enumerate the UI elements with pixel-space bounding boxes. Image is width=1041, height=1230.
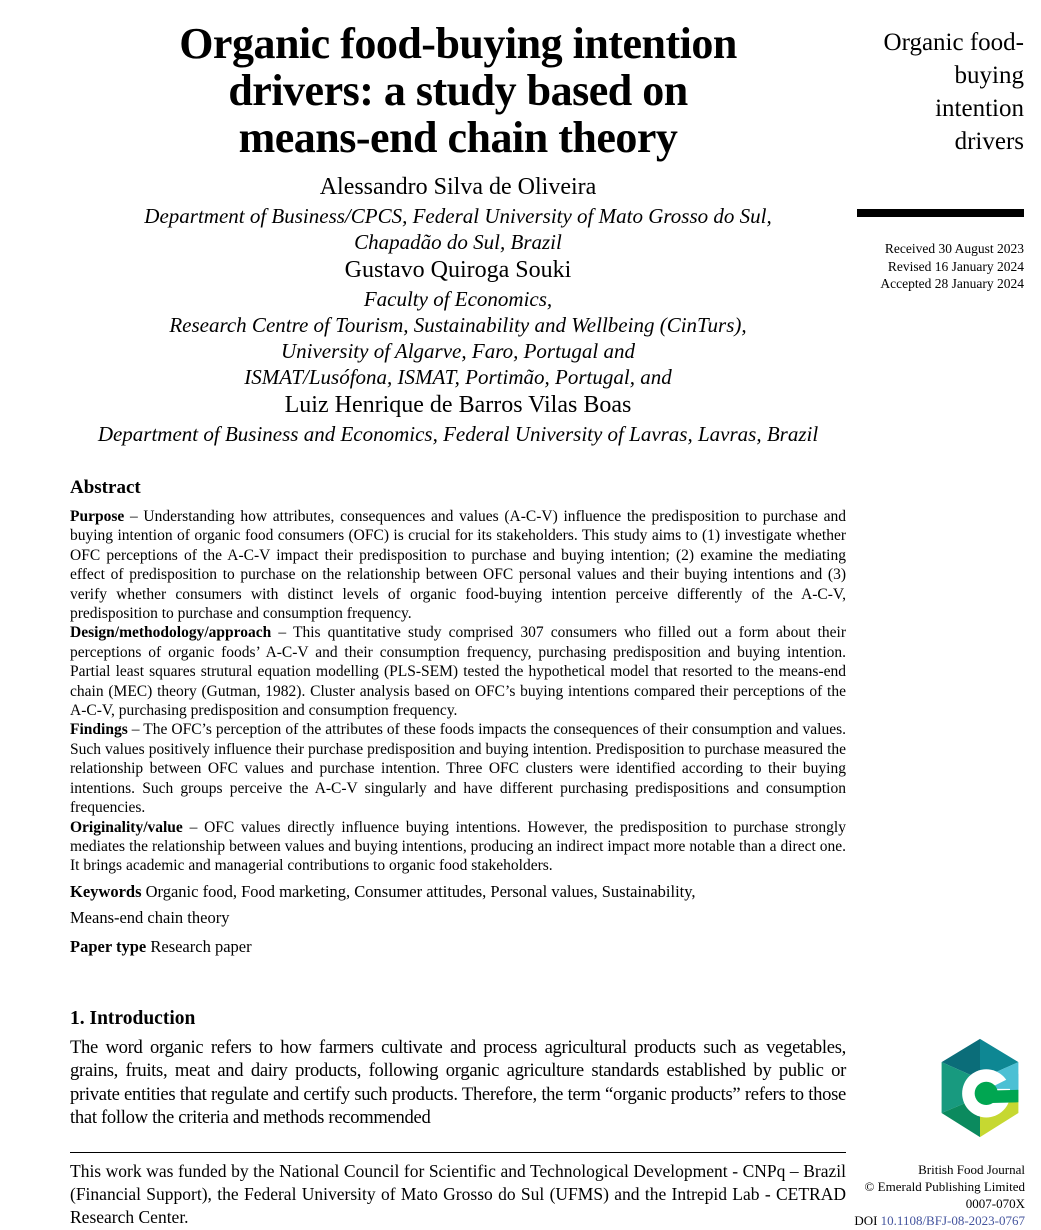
running-title — [857, 26, 1024, 158]
abstract-label: Purpose — [70, 508, 125, 525]
abstract-methodology — [70, 623, 846, 720]
keywords-text: Means-end chain theory — [70, 907, 230, 927]
abstract-text: – This quantitative study comprised 307 consumers who filled out a form about their perceptions of organic foods’ A-C-V and their consumption frequency, purchasing predisposition and buying intention. Partial least squares strutural equation modelling (PLS-SEM) tested the hypothetical model that resorted to the means-end chain (MEC) theory (Gutman, 1982). Cluster analysis based on OFC’s buying intentions compared their perceptions of the A-C-V, purchasing predisposition and consumption frequency. — [70, 624, 846, 720]
journal-publisher: © Emerald Publishing Limited — [864, 1179, 1025, 1194]
introduction-section — [70, 1008, 846, 1130]
publisher-block — [854, 1038, 1025, 1229]
author-affiliation: Research Centre of Tourism, Sustainability and Wellbeing (CinTurs), — [169, 313, 747, 337]
author-affiliation: Department of Business and Economics, Federal University of Lavras, Lavras, Brazil — [97, 422, 819, 446]
doi-link[interactable]: 10.1108/BFJ-08-2023-0767 — [880, 1213, 1025, 1228]
received-date: Received 30 August 2023 — [884, 241, 1024, 256]
emerald-logo-icon — [935, 1038, 1025, 1138]
abstract-findings — [70, 720, 846, 817]
abstract-originality — [70, 818, 846, 876]
abstract-heading: Abstract — [70, 477, 141, 498]
funding-note-text: This work was funded by the National Council for Scientific and Technological Development - CNPq – Brazil (Financial Support), the Federal University of Mato Grosso do Sul (UFMS) and the Intrepid Lab - CETRAD Research Center. — [70, 1161, 846, 1227]
funding-note — [70, 1152, 846, 1229]
author-affiliation: Faculty of Economics, — [363, 287, 553, 311]
title-line: means-end chain theory — [238, 113, 678, 162]
running-title-line: intention — [935, 95, 1024, 122]
author-affiliation: Chapadão do Sul, Brazil — [354, 230, 562, 254]
abstract-block — [70, 477, 846, 960]
revised-date: Revised 16 January 2024 — [887, 258, 1024, 274]
paper-type-label: Paper type — [70, 936, 147, 956]
keywords-text: Organic food, Food marketing, Consumer attitudes, Personal values, Sustainability, — [145, 881, 696, 901]
abstract-label: Design/methodology/approach — [70, 624, 272, 642]
journal-issn: 0007-070X — [965, 1196, 1025, 1211]
main-column — [70, 0, 846, 1129]
author-affiliation: Department of Business/CPCS, Federal University of Mato Grosso do Sul, — [144, 204, 772, 228]
divider-bar — [857, 209, 1024, 217]
title-line: drivers: a study based on — [228, 66, 688, 115]
journal-name: British Food Journal — [918, 1162, 1025, 1177]
article-history — [880, 240, 1024, 293]
author-name: Gustavo Quiroga Souki — [344, 257, 572, 283]
authors-block — [70, 172, 846, 447]
abstract-purpose — [70, 507, 846, 623]
abstract-label: Originality/value — [70, 818, 183, 836]
running-title-line: buying — [954, 62, 1024, 89]
author-name: Alessandro Silva de Oliveira — [319, 174, 597, 200]
keywords-label: Keywords — [70, 881, 142, 901]
running-title-line: drivers — [954, 128, 1024, 155]
paper-type-text: Research paper — [150, 936, 252, 956]
author-name: Luiz Henrique de Barros Vilas Boas — [284, 392, 632, 418]
doi-line — [854, 1212, 1025, 1229]
title-line: Organic food-buying intention — [179, 19, 737, 68]
body-paragraph: The word organic refers to how farmers cultivate and process agricultural products such as vegetables, grains, fruits, meat and dairy products, following organic agriculture standards established by public or private entities that regulate and certify such products. Therefore, the term “organic products” refers to those that follow the criteria and methods recommended — [70, 1036, 846, 1128]
logo-center — [975, 1082, 998, 1105]
section-heading: 1. Introduction — [70, 1007, 196, 1029]
margin-column — [857, 0, 1024, 291]
abstract-text: – Understanding how attributes, consequences and values (A-C-V) influence the predisposition to purchase and buying intention of organic food consumers (OFC) is crucial for its stakeholders. This study aims to (1) investigate whether OFC perceptions of the A-C-V impact their predisposition to purchase and buying intention; (2) examine the mediating effect of predisposition to purchase on the relationship between OFC personal values and their buying intentions and (3) verify whether consumers with distinct levels of organic food-buying intention perceive differently of the A-C-V, predisposition to purchase and consumption frequency. — [70, 508, 846, 623]
journal-info — [854, 1161, 1025, 1229]
keywords — [70, 879, 846, 931]
abstract-text: – The OFC’s perception of the attributes of these foods impacts the consequences of their consumption and values. Such values positively influence their purchase predisposition and buying intention. Predisposition to purchase measured the relationship between OFC values and purchase intention. Three OFC clusters were identified according to their buying intentions. Such groups perceive the A-C-V singularly and have different purchasing predispositions and consumption frequencies. — [70, 721, 846, 817]
doi-label: DOI — [854, 1213, 878, 1228]
author-affiliation: ISMAT/Lusófona, ISMAT, Portimão, Portugal, and — [244, 365, 672, 389]
paper-type — [70, 934, 846, 960]
running-title-line: Organic food- — [883, 29, 1024, 56]
author-affiliation: University of Algarve, Faro, Portugal and — [280, 339, 636, 363]
page-title — [70, 20, 846, 161]
abstract-label: Findings — [70, 721, 128, 739]
abstract-text: – OFC values directly influence buying intentions. However, the predisposition to purchase strongly mediates the relationship between values and buying intentions, producing an indirect impact more notable than a direct one. It brings academic and managerial contributions to organic food stakeholders. — [70, 818, 846, 875]
accepted-date: Accepted 28 January 2024 — [880, 276, 1024, 291]
